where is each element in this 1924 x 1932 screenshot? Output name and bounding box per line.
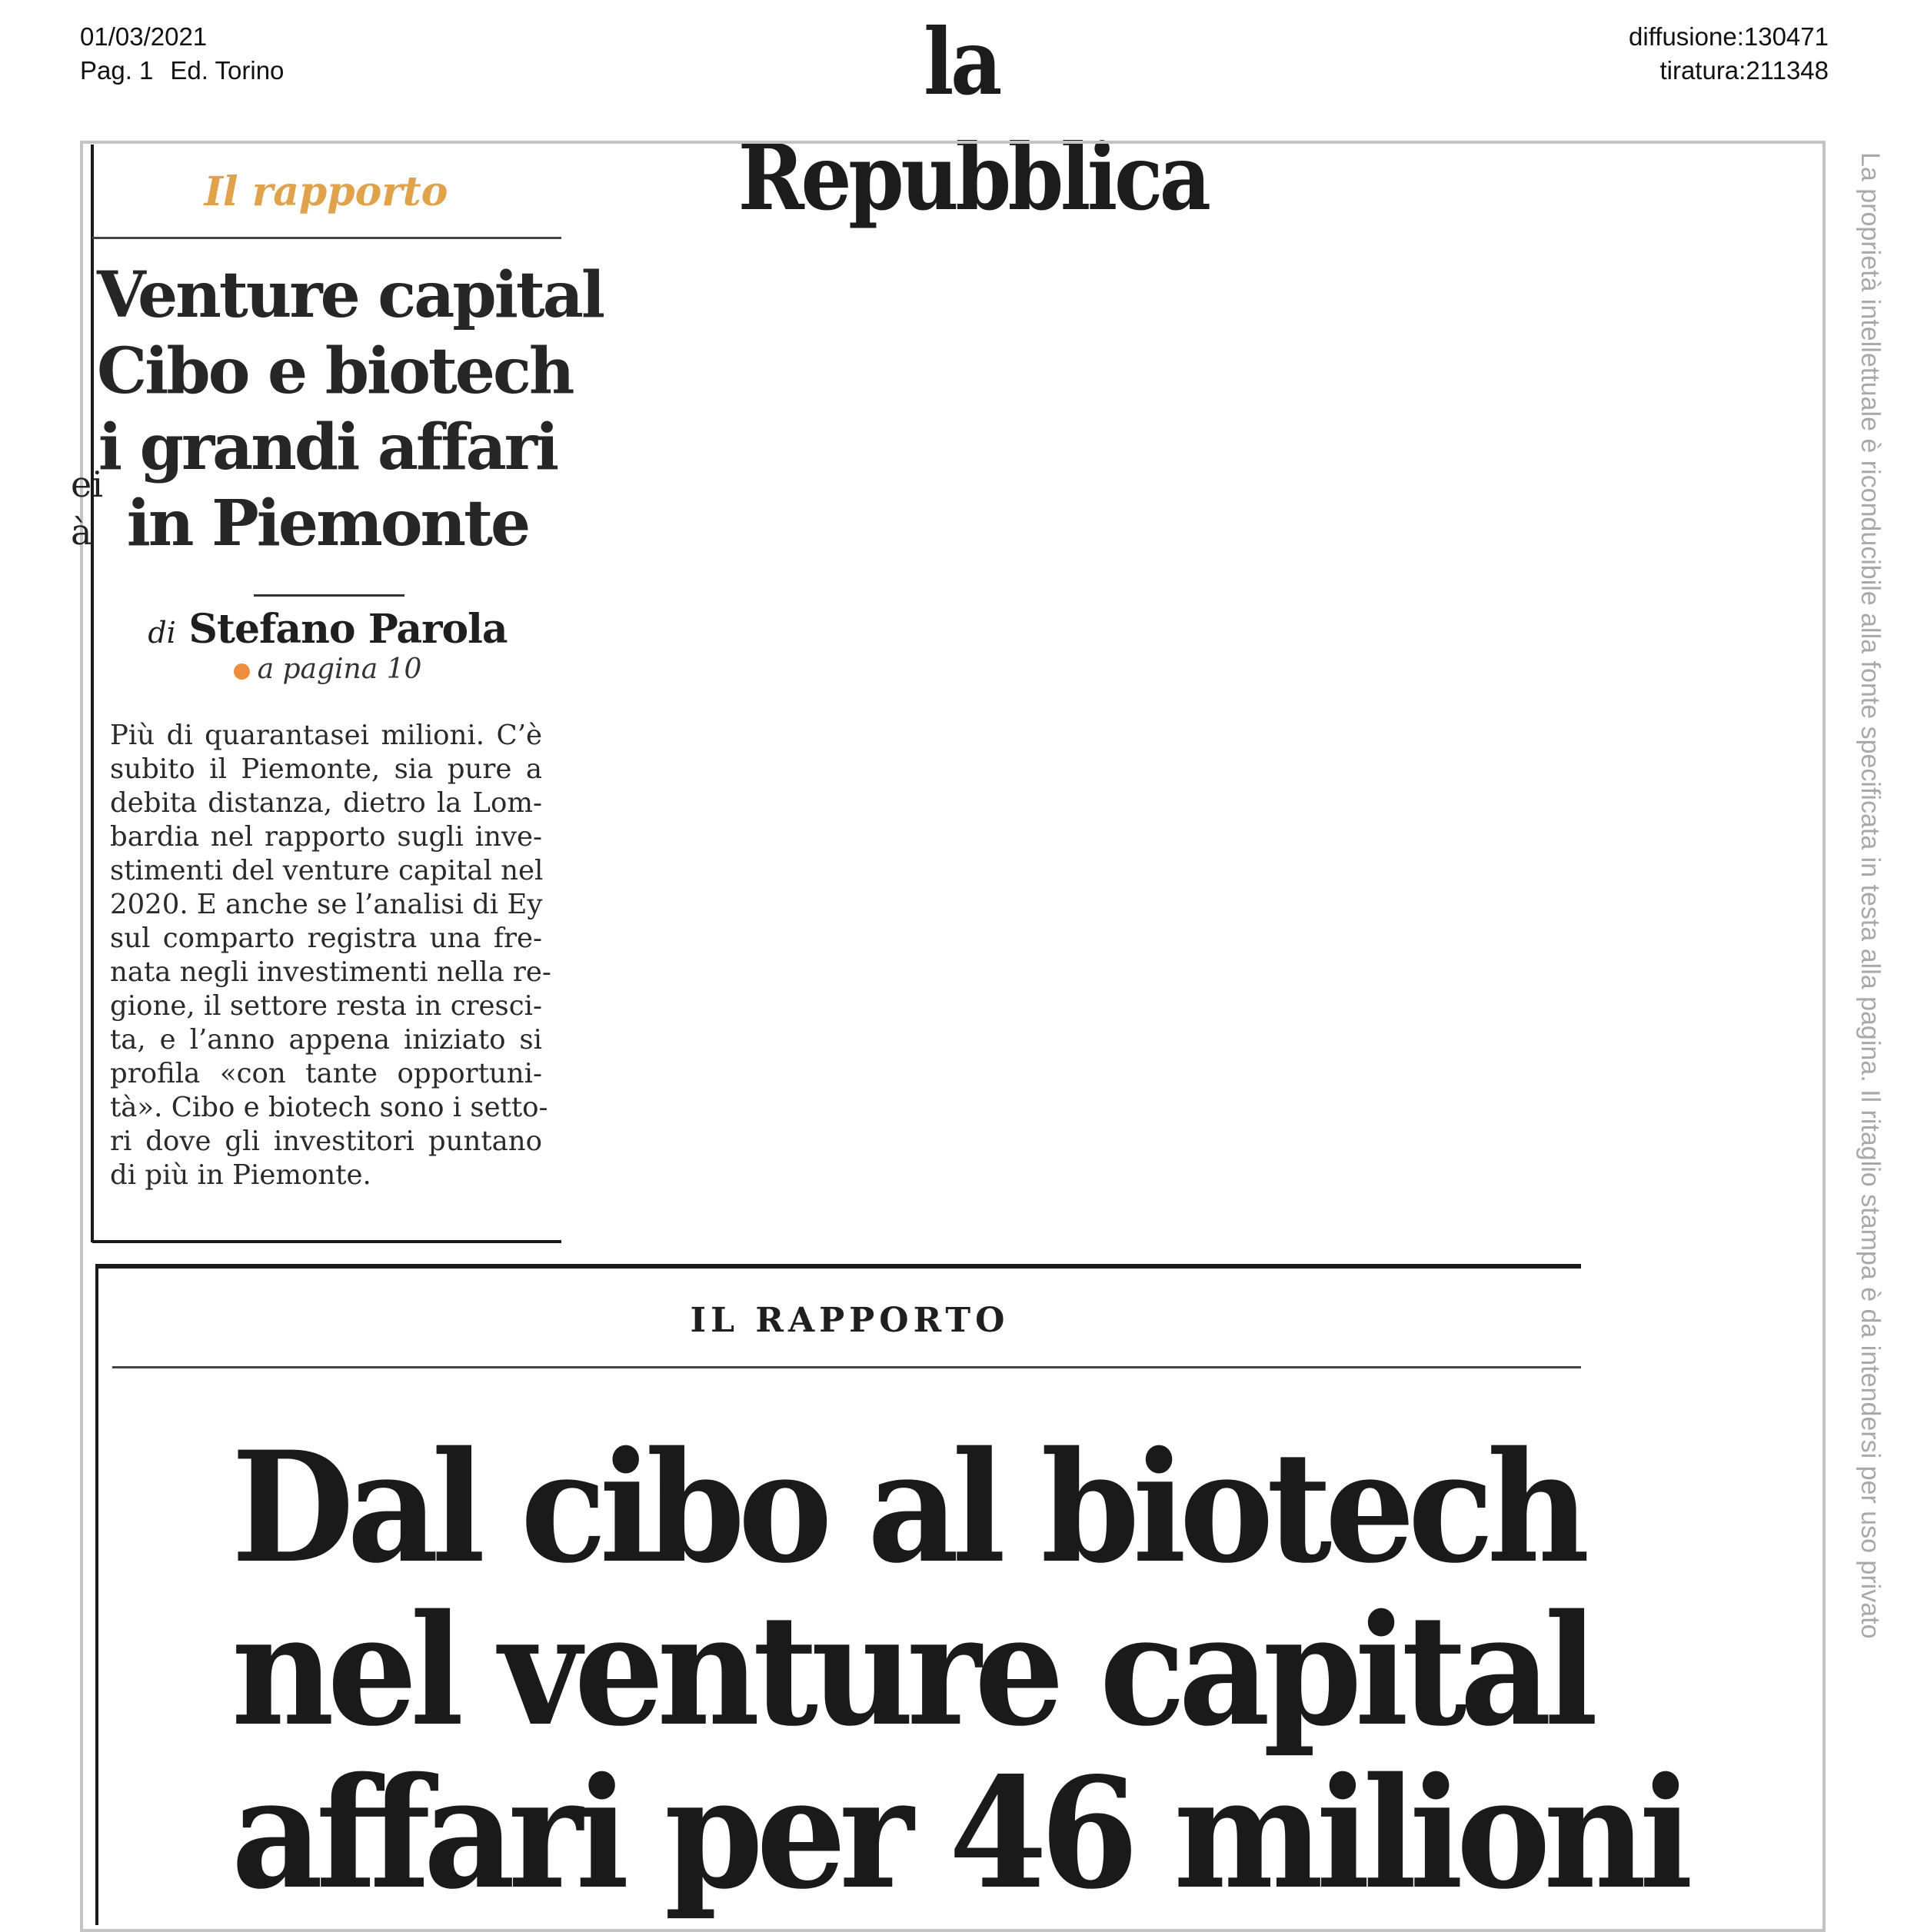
teaser-bottom-rule [92, 1240, 561, 1243]
section-rule [112, 1366, 1581, 1368]
bullet-dot-icon [234, 663, 250, 680]
article-headline-line: Dal cibo al biotech [231, 1418, 1583, 1597]
newspaper-masthead: la Repubblica [737, 8, 1208, 231]
teaser-headline-line: Cibo e biotech [97, 334, 573, 408]
body-line: ta, e l’anno appena iniziato si [110, 1024, 542, 1056]
article-headline-line: nel venture capital [231, 1581, 1592, 1760]
body-line: gione, il settore resta in cresci- [110, 990, 543, 1022]
page-number: Pag. 1 [80, 56, 154, 85]
teaser-left-rule [91, 145, 94, 1242]
section-label: IL RAPPORTO [690, 1301, 1010, 1340]
teaser-divider [92, 237, 561, 239]
cropped-margin-text: à [71, 511, 92, 553]
body-line: debita distanza, dietro la Lom- [110, 787, 542, 819]
issue-date: 01/03/2021 [80, 22, 208, 51]
article-headline [185, 1418, 1686, 1923]
teaser-body [110, 719, 551, 1192]
body-line: sul comparto registra una fre- [110, 923, 542, 954]
teaser-headline-line: in Piemonte [126, 487, 529, 560]
body-line: di più in Piemonte. [110, 1159, 371, 1191]
body-line: Più di quarantasei milioni. C’è [110, 720, 542, 751]
byline [97, 604, 558, 658]
edition: Ed. Torino [170, 56, 285, 85]
author-name: Stefano Parola [188, 606, 508, 653]
page-edition [80, 54, 284, 88]
header-meta-left [80, 20, 284, 88]
byline-rule [254, 594, 404, 597]
body-line: nata negli investimenti nella re- [110, 956, 551, 988]
body-line: stimenti del venture capital nel [110, 855, 544, 886]
body-line: 2020. E anche se l’analisi di Ey [110, 889, 543, 920]
teaser-headline-line: i grandi affari [98, 411, 558, 484]
article-headline-line: affari per 46 milioni [231, 1744, 1686, 1923]
tiratura: tiratura:211348 [1659, 56, 1829, 85]
body-line: ri dove gli investitori puntano [110, 1126, 542, 1157]
body-line: tà». Cibo e biotech sono i setto- [110, 1092, 548, 1123]
article-top-rule [95, 1264, 1581, 1269]
body-line: subito il Piemonte, sia pure a [110, 753, 542, 785]
article-left-rule [95, 1264, 98, 1925]
teaser-headline-line: Venture capital [97, 258, 604, 332]
diffusione: diffusione:130471 [1629, 22, 1829, 51]
page-reference-text: a pagina 10 [257, 653, 422, 685]
teaser-kicker: Il rapporto [204, 168, 448, 215]
header-meta-right [1629, 20, 1829, 88]
body-line: profila «con tante opportuni- [110, 1058, 542, 1089]
cropped-margin-text: ei [71, 464, 103, 505]
copyright-watermark: La proprietà intellettuale è riconducibile alla fonte specificata in testa alla pagina. Il ritaglio stampa è da intendersi per uso privato [1856, 152, 1885, 1639]
page-reference [97, 652, 558, 687]
body-line: bardia nel rapporto sugli inve- [110, 821, 542, 853]
teaser-headline [97, 258, 604, 562]
byline-prefix: di [148, 616, 176, 650]
